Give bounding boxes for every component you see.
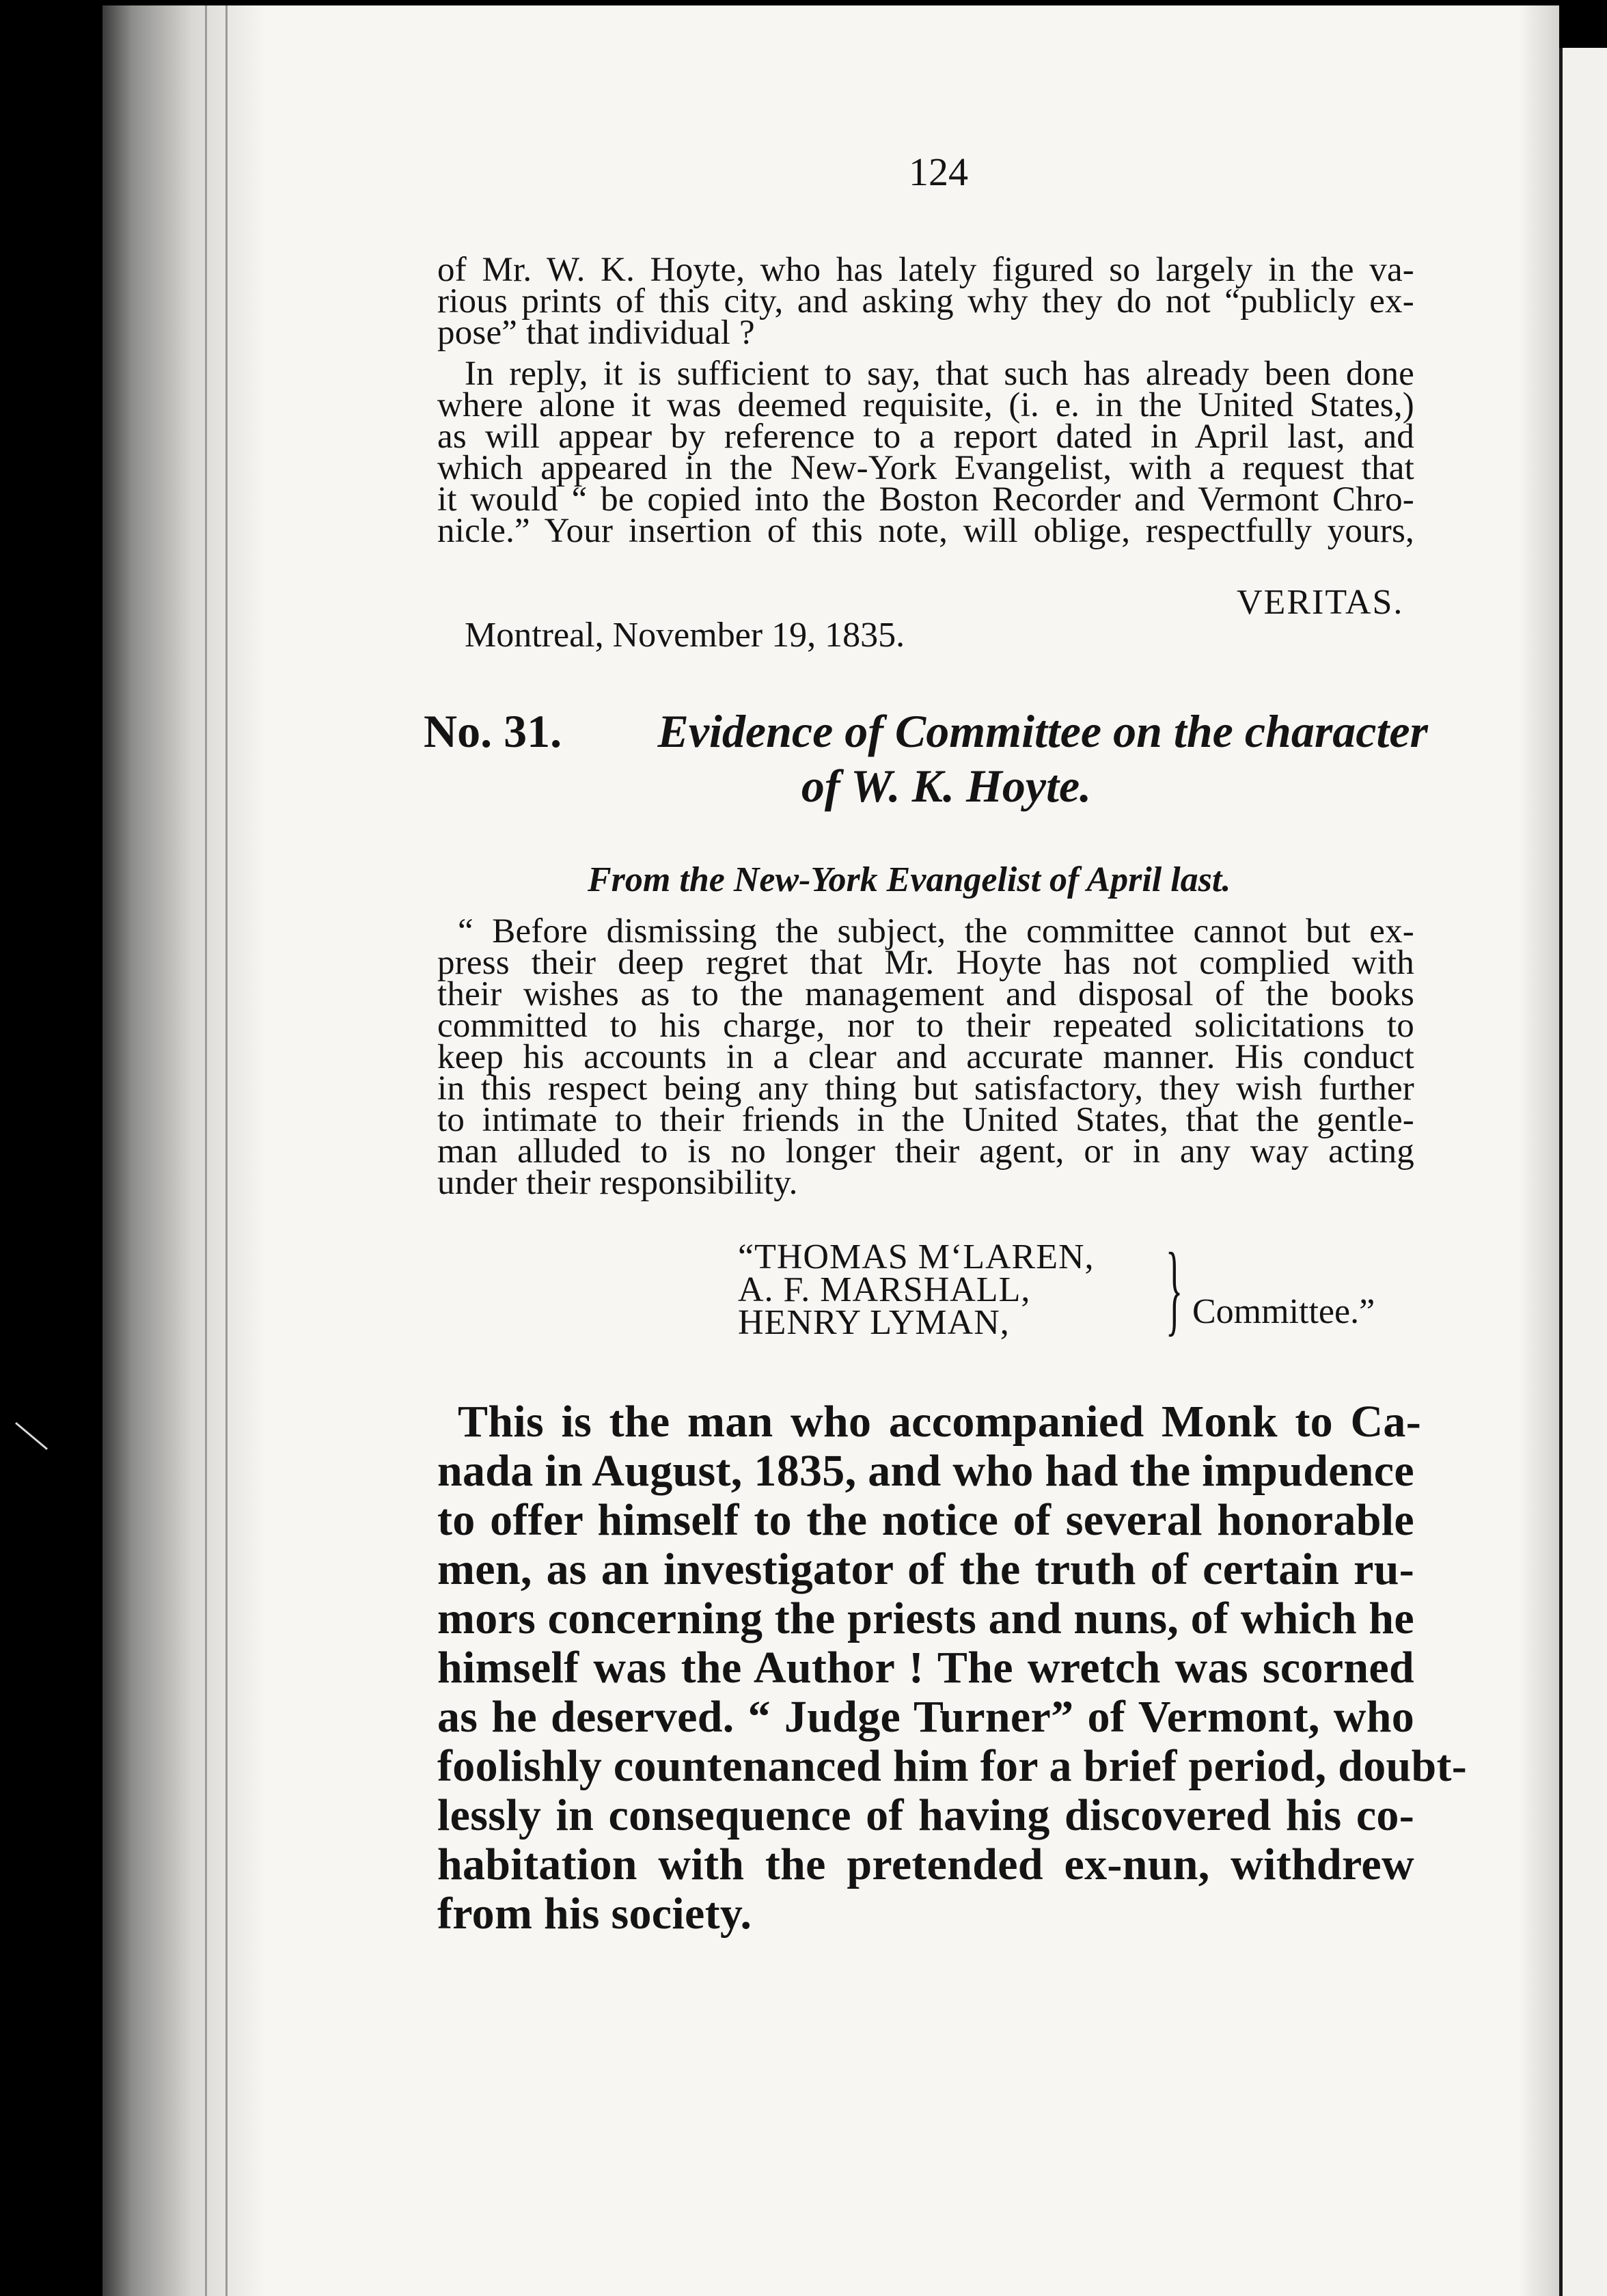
commentary-line: nada in August, 1835, and who had the impudence xyxy=(437,1446,1414,1496)
committee-member: HENRY LYMAN, xyxy=(738,1303,1010,1342)
letter-line: rious prints of this city, and asking why they do not “publicly ex- xyxy=(437,282,1414,320)
section-heading xyxy=(424,704,1428,813)
quote-line: keep his accounts in a clear and accurate manner. His conduct xyxy=(437,1038,1414,1076)
page-gutter xyxy=(102,5,266,2296)
commentary-line: habitation with the pretended ex-nun, withdrew xyxy=(437,1840,1414,1889)
next-page-edge xyxy=(1559,48,1607,2296)
commentary-line: himself was the Author ! The wretch was scorned xyxy=(437,1643,1414,1693)
commentary-line: to offer himself to the notice of several honorable xyxy=(437,1495,1414,1545)
letter-line: nicle.” Your insertion of this note, will oblige, respectfully yours, xyxy=(437,512,1414,550)
section-number: No. 31. xyxy=(424,705,562,757)
quote-line: their wishes as to the management and disposal of the books xyxy=(437,975,1414,1013)
quote-line: man alluded to is no longer their agent, or in any way acting xyxy=(437,1132,1414,1171)
letter-line: it would “ be copied into the Boston Recorder and Vermont Chro- xyxy=(437,480,1414,519)
quote-line: in this respect being any thing but satisfactory, they wish further xyxy=(437,1069,1414,1108)
letter-line: where alone it was deemed requisite, (i. e. in the United States,) xyxy=(437,386,1414,424)
quote-line: committed to his charge, nor to their repeated solicitations to xyxy=(437,1007,1414,1045)
section-title-line1: Evidence of Committee on the character xyxy=(657,705,1428,757)
commentary-line: mors concerning the priests and nuns, of which he xyxy=(437,1594,1414,1643)
section-title-line2: of W. K. Hoyte. xyxy=(801,760,1092,812)
committee-label: Committee.” xyxy=(1192,1292,1375,1331)
brace-symbol: } xyxy=(1166,1232,1183,1345)
quote-line: press their deep regret that Mr. Hoyte has not complied with xyxy=(437,944,1414,982)
letter-line: which appeared in the New-York Evangelist, with a request that xyxy=(437,449,1414,487)
committee-members xyxy=(738,1238,1095,1342)
quote-line: to intimate to their friends in the United States, that the gentle- xyxy=(437,1101,1414,1139)
committee-member: A. F. MARSHALL, xyxy=(738,1270,1031,1309)
committee-member: “THOMAS M‘LAREN, xyxy=(738,1238,1095,1276)
page-number: 124 xyxy=(909,150,968,194)
source-citation: From the New-York Evangelist of April last. xyxy=(588,860,1231,899)
letter-line: pose” that individual ? xyxy=(437,314,755,352)
commentary-line: lessly in consequence of having discovered his co- xyxy=(437,1790,1414,1840)
scan-mark xyxy=(15,1422,48,1450)
commentary-line: men, as an investigator of the truth of certain ru- xyxy=(437,1544,1414,1594)
page-edge-shadow xyxy=(1518,5,1559,2296)
letter-line: as will appear by reference to a report dated in April last, and xyxy=(437,418,1414,456)
commentary-line: This is the man who accompanied Monk to Ca- xyxy=(458,1397,1421,1447)
letter-signature: VERITAS. xyxy=(1237,583,1404,622)
letter-line: of Mr. W. K. Hoyte, who has lately figured so largely in the va- xyxy=(437,251,1414,289)
gutter-line xyxy=(225,5,228,2296)
commentary-line: as he deserved. “ Judge Turner” of Vermont, who xyxy=(437,1692,1414,1742)
quote-line: “ Before dismissing the subject, the committee cannot but ex- xyxy=(458,912,1414,951)
commentary-line: foolishly countenanced him for a brief period, doubt- xyxy=(437,1741,1468,1791)
gutter-line xyxy=(205,5,207,2296)
letter-dateline: Montreal, November 19, 1835. xyxy=(465,616,905,655)
commentary-line: from his society. xyxy=(437,1889,752,1939)
letter-line: In reply, it is sufficient to say, that such has already been done xyxy=(465,355,1414,393)
quote-line: under their responsibility. xyxy=(437,1164,798,1202)
